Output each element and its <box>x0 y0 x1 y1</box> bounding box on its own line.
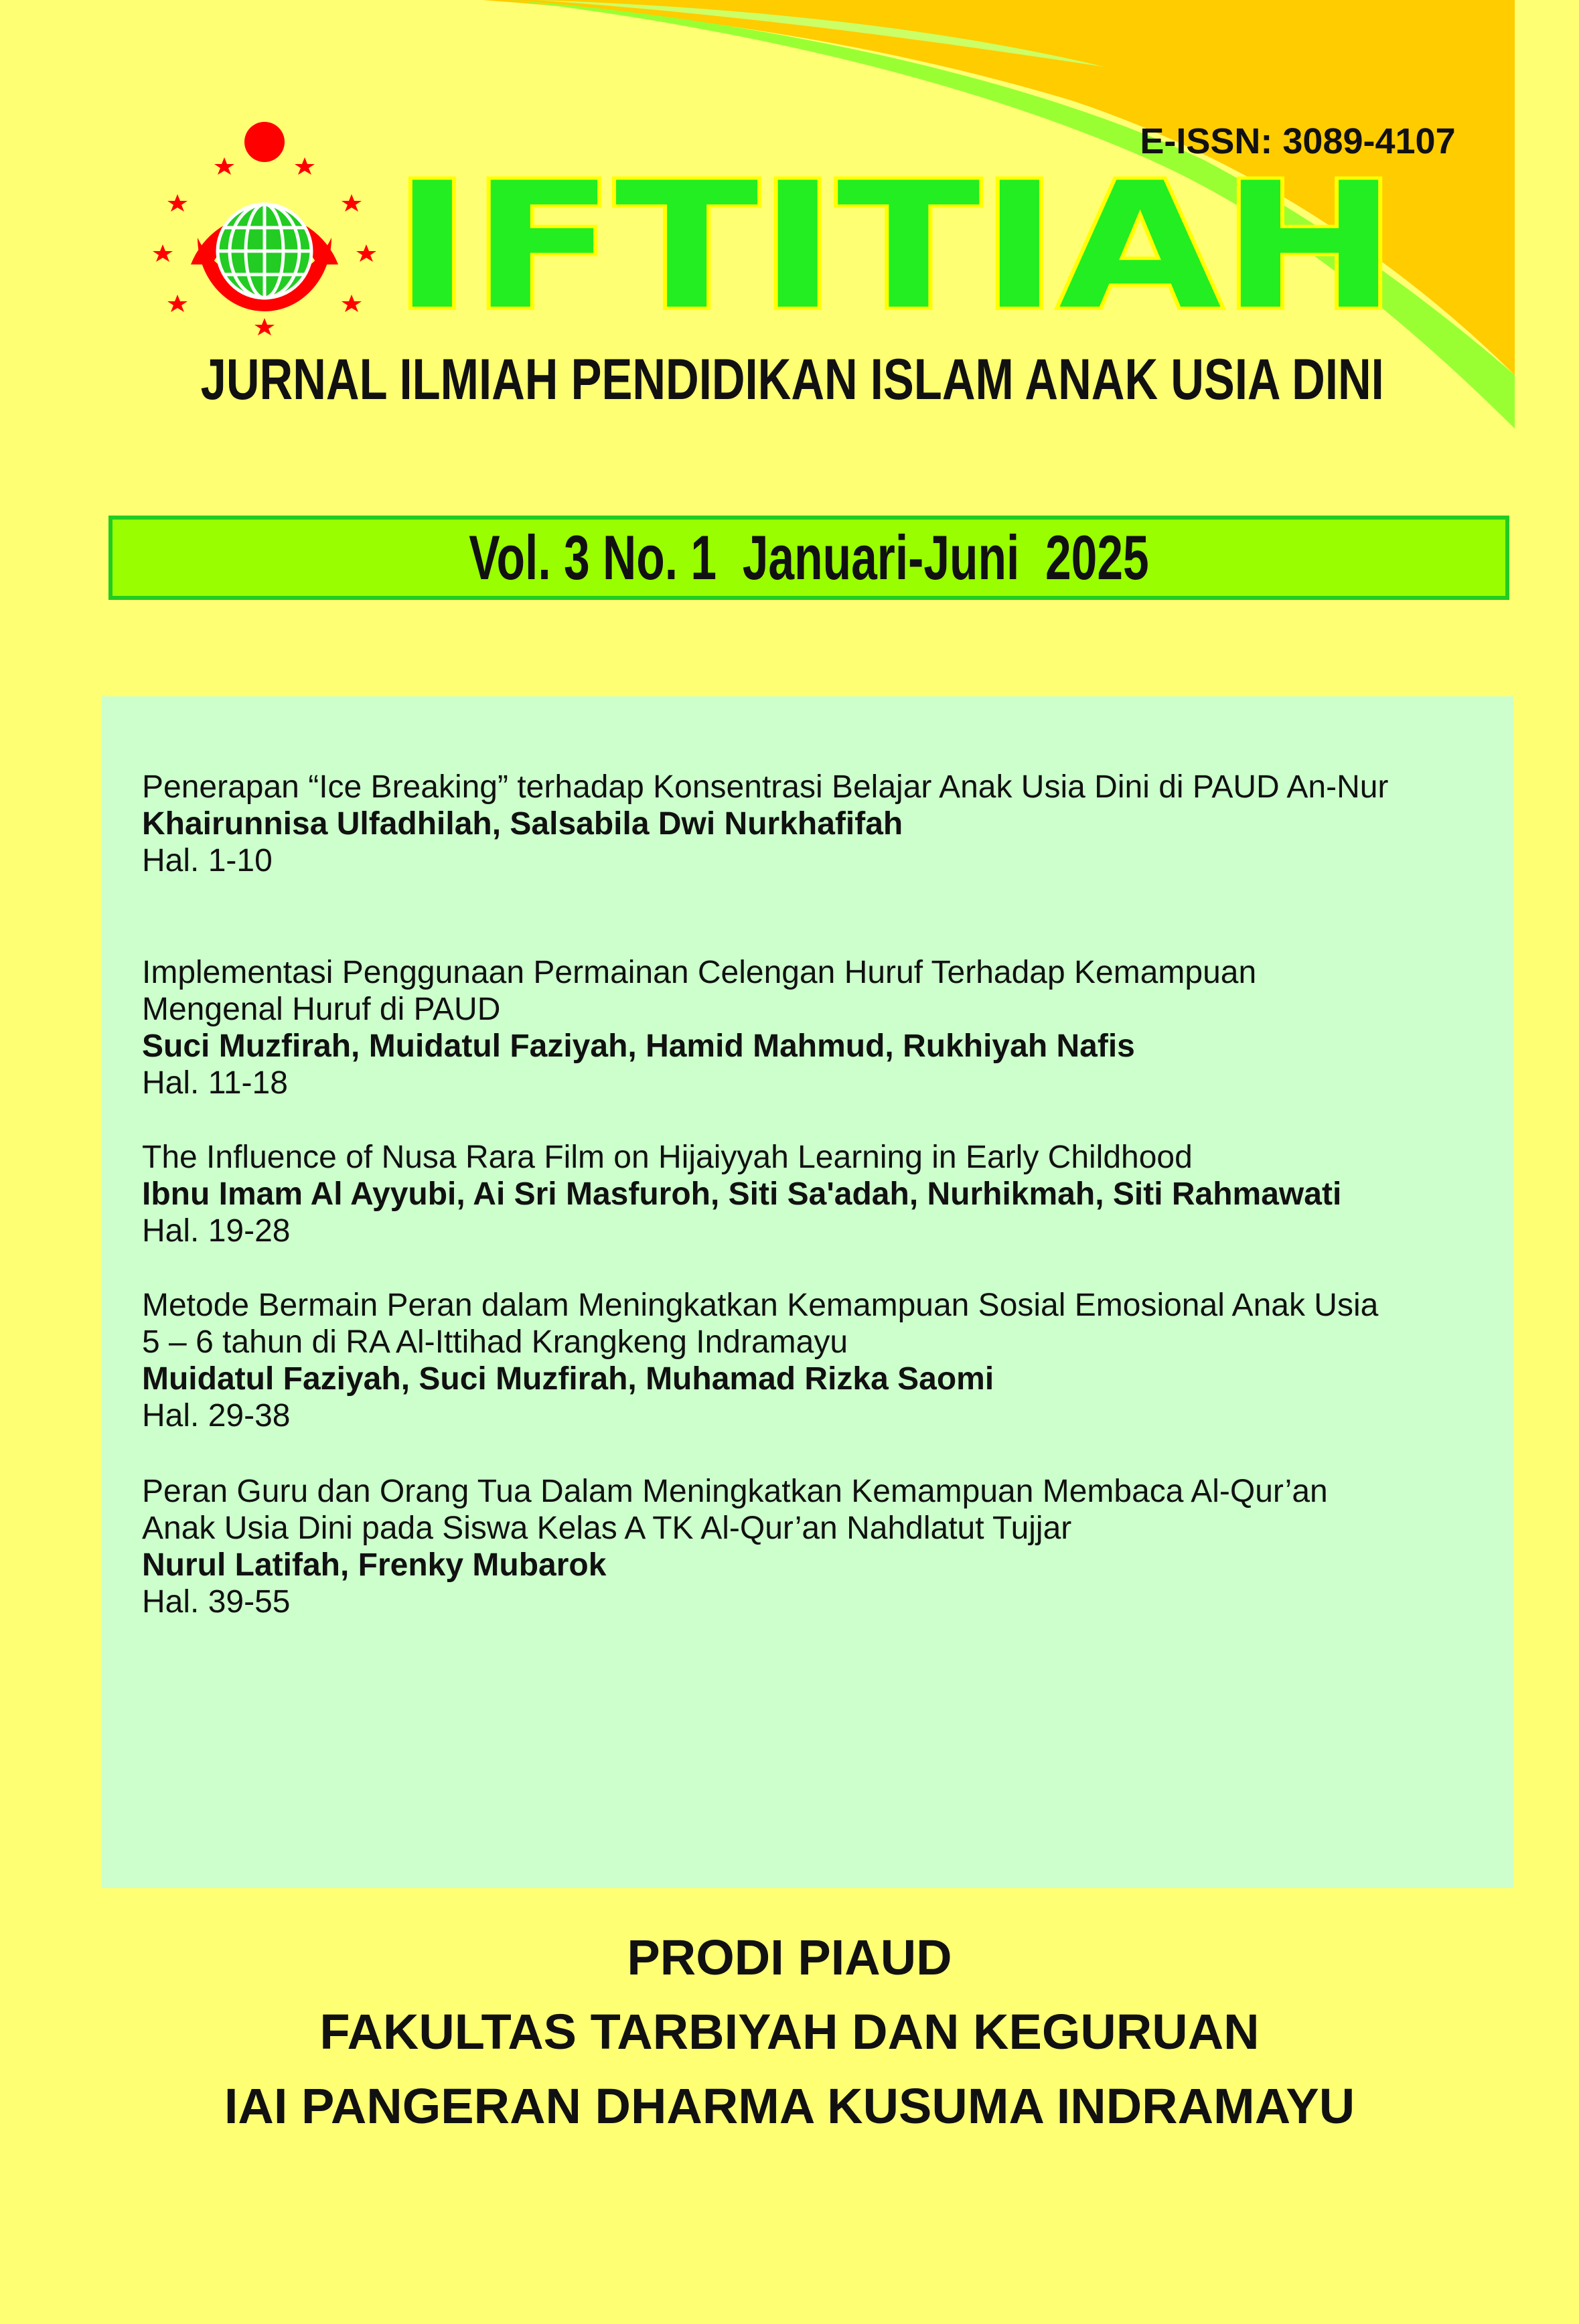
article-pages: Hal. 11-18 <box>142 1065 288 1101</box>
article-pages: Hal. 29-38 <box>142 1398 291 1434</box>
journal-name-masthead <box>385 167 1406 328</box>
institution-name: IAI PANGERAN DHARMA KUSUMA INDRAMAYU <box>224 2078 1355 2134</box>
article-entry[interactable] <box>142 1139 1481 1249</box>
article-entry[interactable] <box>142 954 1481 1101</box>
table-of-contents <box>102 696 1513 1888</box>
article-authors: Muidatul Faziyah, Suci Muzfirah, Muhamad Rizka Saomi <box>142 1361 994 1397</box>
article-title-continued[interactable]: Mengenal Huruf di PAUD <box>142 992 501 1027</box>
article-title-continued[interactable]: 5 – 6 tahun di RA Al-Ittihad Krangkeng Indramayu <box>142 1324 848 1360</box>
publisher-block <box>0 1920 1579 2143</box>
article-title[interactable]: Implementasi Penggunaan Permainan Celengan Huruf Terhadap Kemampuan <box>142 955 1257 990</box>
article-title[interactable]: The Influence of Nusa Rara Film on Hijaiyyah Learning in Early Childhood <box>142 1140 1193 1175</box>
article-authors: Ibnu Imam Al Ayyubi, Ai Sri Masfuroh, Siti Sa'adah, Nurhikmah, Siti Rahmawati <box>142 1176 1342 1212</box>
article-title[interactable]: Metode Bermain Peran dalam Meningkatkan Kemampuan Sosial Emosional Anak Usia <box>142 1288 1379 1323</box>
journal-name: IFTITIAH <box>393 167 1398 328</box>
volume-label: Vol. 3 No. 1 Januari-Juni 2025 <box>469 522 1149 593</box>
faculty-name: FAKULTAS TARBIYAH DAN KEGURUAN <box>319 2004 1260 2060</box>
article-authors: Suci Muzfirah, Muidatul Faziyah, Hamid Mahmud, Rukhiyah Nafis <box>142 1028 1135 1064</box>
article-entry[interactable] <box>142 769 1481 879</box>
journal-subtitle: JURNAL ILMIAH PENDIDIKAN ISLAM ANAK USIA DINI <box>200 347 1384 412</box>
program-name: PRODI PIAUD <box>627 1930 952 1985</box>
volume-banner <box>108 516 1509 600</box>
issn-label: E-ISSN: 3089-4107 <box>1140 121 1456 161</box>
article-pages: Hal. 39-55 <box>142 1584 291 1620</box>
article-pages: Hal. 19-28 <box>142 1213 291 1249</box>
article-authors: Nurul Latifah, Frenky Mubarok <box>142 1547 607 1583</box>
article-entry[interactable] <box>142 1287 1481 1434</box>
article-authors: Khairunnisa Ulfadhilah, Salsabila Dwi Nurkhafifah <box>142 806 903 842</box>
globe-emblem-with-stars-icon <box>151 117 378 352</box>
article-title[interactable]: Peran Guru dan Orang Tua Dalam Meningkatkan Kemampuan Membaca Al-Qur’an <box>142 1474 1328 1509</box>
article-pages: Hal. 1-10 <box>142 843 273 878</box>
article-entry[interactable] <box>142 1473 1481 1620</box>
article-title-continued[interactable]: Anak Usia Dini pada Siswa Kelas A TK Al-Qur’an Nahdlatut Tujjar <box>142 1510 1072 1546</box>
article-title[interactable]: Penerapan “Ice Breaking” terhadap Konsentrasi Belajar Anak Usia Dini di PAUD An-Nur <box>142 769 1389 805</box>
